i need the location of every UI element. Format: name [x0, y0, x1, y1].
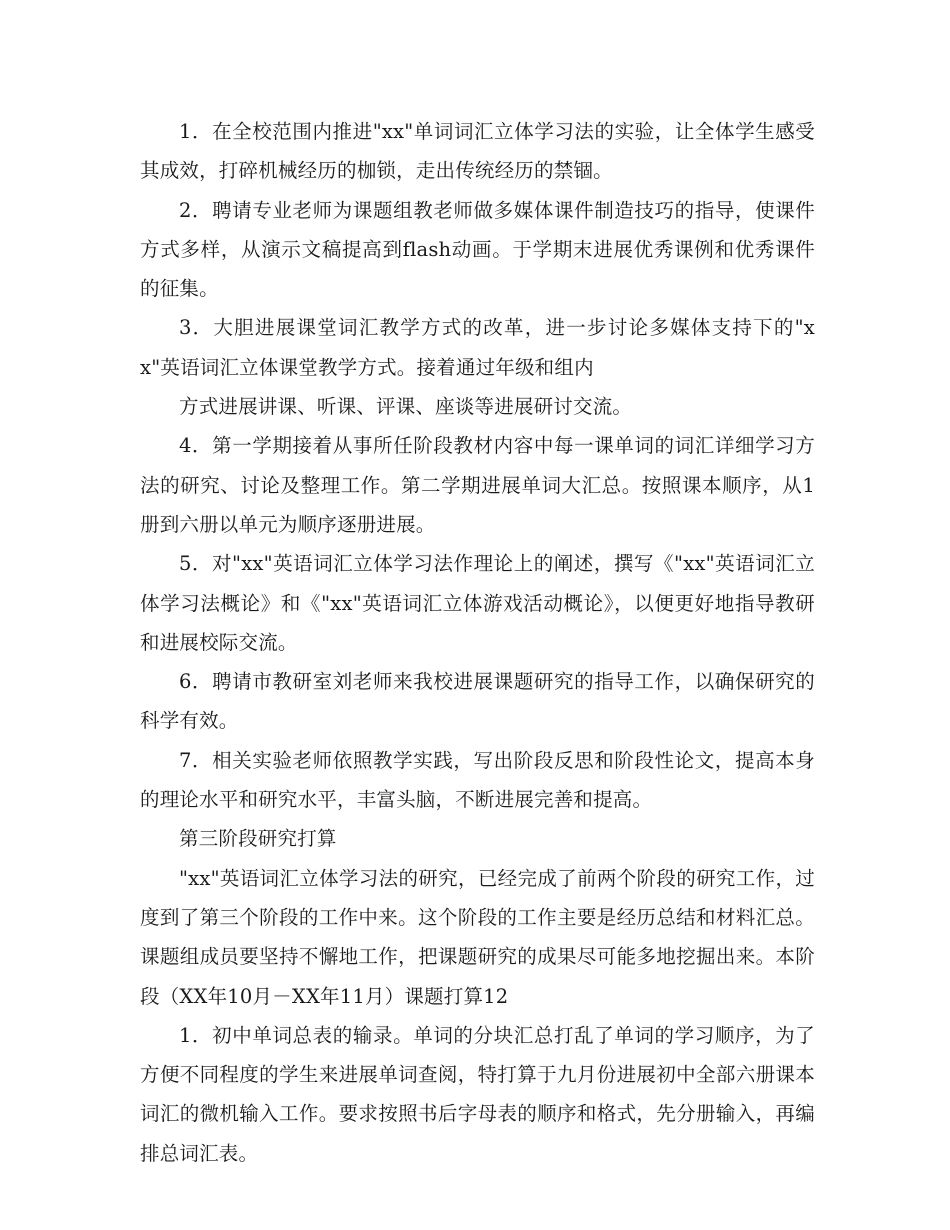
- paragraph-item-4: 4．第一学期接着从事所任阶段教材内容中每一课单词的词汇详细学习方法的研究、讨论及整理工作。第二学期进展单词大汇总。按照课本顺序，从1册到六册以单元为顺序逐册进展。: [140, 434, 815, 536]
- paragraph-item-2: 2．聘请专业老师为课题组教老师做多媒体课件制造技巧的指导，使课件方式多样，从演示文稿提高到flash动画。于学期末进展优秀课例和优秀课件的征集。: [140, 198, 815, 301]
- document-body: [140, 112, 815, 1173]
- paragraph-item-5: 5．对"xx"英语词汇立体学习法作理论上的阐述，撰写《"xx"英语词汇立体学习法概论》和《"xx"英语词汇立体游戏活动概论》，以便更好地指导教研和进展校际交流。: [140, 552, 815, 654]
- paragraph-item-1: 1．在全校范围内推进"xx"单词词汇立体学习法的实验，让全体学生感受其成效，打碎机械经历的枷锁，走出传统经历的禁锢。: [140, 120, 815, 183]
- section-heading: 第三阶段研究打算: [179, 827, 337, 851]
- section-intro-paragraph: "xx"英语词汇立体学习法的研究，已经完成了前两个阶段的研究工作，过度到了第三个阶段的工作中来。这个阶段的工作主要是经历总结和材料汇总。课题组成员要坚持不懈地工作，把课题研究的成果尽可能多地挖掘出来。本阶段（XX年10月－XX年11月）课题打算12: [140, 866, 815, 1008]
- paragraph-item-7: 7．相关实验老师依照教学实践，写出阶段反思和阶段性论文，提高本身的理论水平和研究水平，丰富头脑，不断进展完善和提高。: [140, 748, 815, 812]
- paragraph-item-3: 3．大胆进展课堂词汇教学方式的改革，进一步讨论多媒体支持下的"xx"英语词汇立体课堂教学方式。接着通过年级和组内: [140, 316, 815, 379]
- paragraph-item-1-stage3: 1．初中单词总表的输录。单词的分块汇总打乱了单词的学习顺序，为了方便不同程度的学生来进展单词查阅，特打算于九月份进展初中全部六册课本词汇的微机输入工作。要求按照书后字母表的顺序和格式，先分册输入，再编排总词汇表。: [140, 1023, 815, 1165]
- paragraph-continuation: 方式进展讲课、听课、评课、座谈等进展研讨交流。: [179, 395, 633, 419]
- paragraph-item-6: 6．聘请市教研室刘老师来我校进展课题研究的指导工作，以确保研究的科学有效。: [140, 670, 815, 733]
